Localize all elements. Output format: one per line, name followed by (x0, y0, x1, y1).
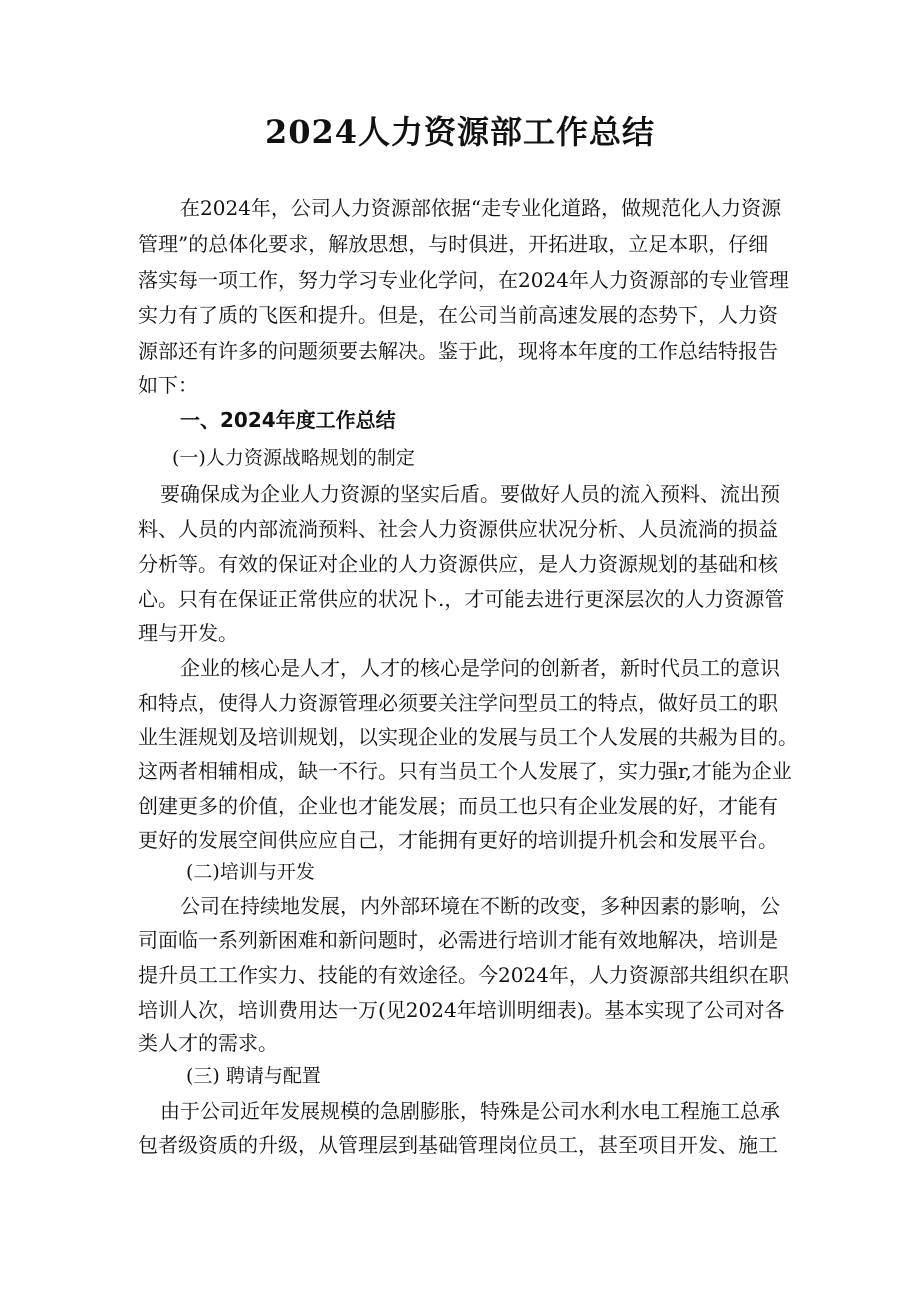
paragraph-line: 更好的发展空间供应应自己，才能拥有更好的培训提升机会和发展平台。 (138, 828, 778, 852)
paragraph-line: 司面临一系列新困难和新问题时，必需进行培训才能有效地解决，培训是 (138, 928, 778, 952)
paragraph-line: 要确保成为企业人力资源的坚实后盾。要做好人员的流入预料、流出预 (160, 482, 780, 506)
paragraph-line: 实力有了质的飞医和提升。但是，在公司当前高速发展的态势下，人力资 (138, 303, 778, 327)
paragraph-line: 培训人次，培训费用达一万(见2024年培训明细表)。基本实现了公司对各 (138, 998, 785, 1022)
paragraph-line: 和特点，使得人力资源管理必须要关注学问型员工的特点，做好员工的职 (138, 691, 778, 715)
paragraph-line: 管理”的总体化要求，解放思想，与时俱进，开拓进取，立足本职，仔细 (138, 232, 769, 256)
paragraph-line: 理与开发。 (138, 621, 238, 645)
paragraph-line: 料、人员的内部流淌预料、社会人力资源供应状况分析、人员流淌的损益 (138, 517, 778, 541)
section-heading: 一、2024年度工作总结 (180, 408, 396, 432)
paragraph-line: 落实每一项工作，努力学习专业化学问，在2024年人力资源部的专业管理 (138, 268, 789, 292)
paragraph-line: 心。只有在保证正常供应的状况卜.，才可能去进行更深层次的人力资源管 (138, 587, 785, 611)
paragraph-line: 公司在持续地发展，内外部环境在不断的改变，多种因素的影响，公 (180, 894, 780, 918)
paragraph-line: 类人才的需求。 (138, 1031, 278, 1055)
paragraph-line: 源部还有许多的问题须要去解决。鉴于此，现将本年度的工作总结特报告 (138, 339, 778, 363)
paragraph-line: 如下： (138, 373, 198, 397)
paragraph-line: 提升员工工作实力、技能的有效途径。今2024年，人力资源部共组织在职 (138, 963, 789, 987)
subsection-heading: (一)人力资源战略规划的制定 (172, 447, 415, 469)
paragraph-line: 创建更多的价值，企业也才能发展；而员工也只有企业发展的好，才能有 (138, 794, 778, 818)
paragraph-line: 企业的核心是人才，人才的核心是学问的创新者，新时代员工的意识 (180, 656, 780, 680)
paragraph-line: 这两者相辅相成，缺一不行。只有当员工个人发展了，实力强r,才能为企业 (138, 759, 792, 783)
paragraph-line: 业生涯规划及培训规划，以实现企业的发展与员工个人发展的共赧为目的。 (138, 725, 798, 749)
document-title: 2024人力资源部工作总结 (264, 113, 656, 151)
paragraph-line: 在2024年，公司人力资源部依据“走专业化道路，做规范化人力资源 (180, 196, 782, 220)
subsection-heading: (二)培训与开发 (186, 861, 315, 883)
paragraph-line: 由于公司近年发展规模的急剧膨胀，特殊是公司水利水电工程施工总承 (160, 1099, 780, 1123)
subsection-heading: (三) 聘请与配置 (186, 1065, 321, 1087)
paragraph-line: 分析等。有效的保证对企业的人力资源供应，是人力资源规划的基础和核 (138, 552, 778, 576)
paragraph-line: 包者级资质的升级，从管理层到基础管理岗位员工，甚至项目开发、施工 (138, 1133, 778, 1157)
